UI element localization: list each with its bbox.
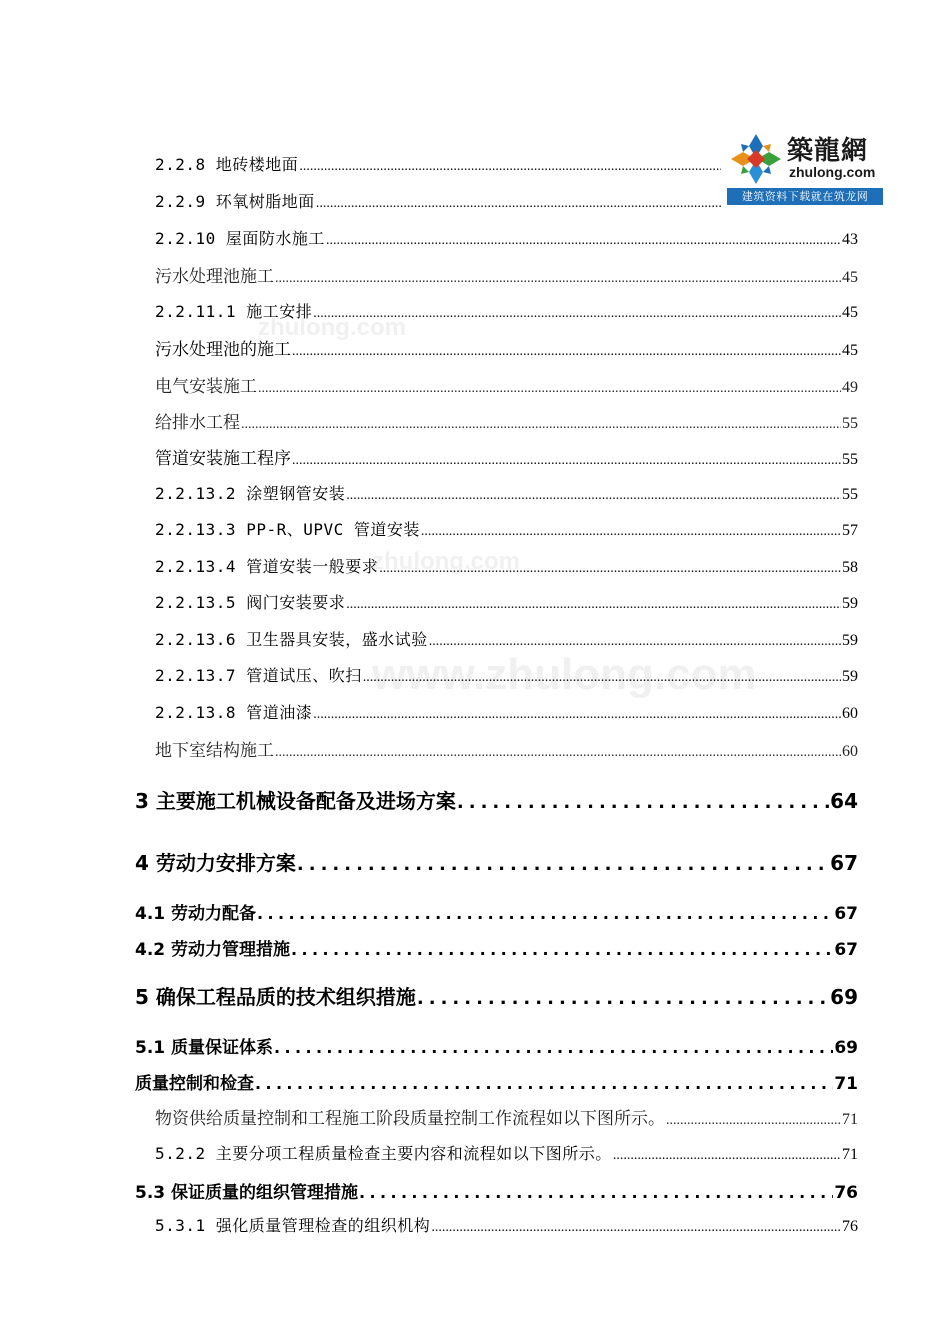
toc-entry-label: 给排水工程 [155,413,240,433]
toc-page-number: 57 [842,522,858,539]
toc-leader-dots [297,854,829,875]
toc-entry[interactable] [155,554,858,577]
toc-page-number: 45 [842,342,858,359]
toc-page-number: 59 [842,595,858,612]
toc-entry-label: 4.2 劳动力管理措施 [135,940,291,960]
toc-page-number: 59 [842,668,858,685]
toc-page-number: 59 [842,632,858,649]
toc-entry-label: 2.2.9 环氧树脂地面 [155,192,315,211]
toc-leader-dots [292,344,841,360]
toc-page-number: 71 [834,1074,858,1094]
toc-entry-label: 2.2.13.2 涂塑钢管安装 [155,484,346,503]
toc-page-number: 67 [830,851,858,875]
toc-page-number: 69 [834,1038,858,1058]
toc-leader-dots [417,988,829,1009]
toc-entry[interactable] [155,262,858,287]
toc-entry-label: 2.2.13.5 阀门安装要求 [155,593,346,612]
toc-leader-dots [275,745,841,761]
toc-page-number: 67 [834,904,858,924]
toc-entry-label: 5.1 质量保证体系 [135,1038,274,1058]
toc-entry-label: 2.2.11.1 施工安排 [155,302,313,321]
toc-leader-dots [313,306,841,322]
watermark-small: zhulong.com [258,314,406,341]
toc-page-number: 45 [842,304,858,321]
toc-entry[interactable] [155,152,722,175]
zhulong-emblem-icon [729,132,783,186]
toc-entry-label: 管道安装施工程序 [155,449,291,469]
watermark-mid: zhulong.com [372,548,520,575]
toc-entry-label: 4 劳动力安排方案 [135,851,296,875]
toc-entry-label: 电气安装施工 [155,377,257,397]
toc-leader-dots [326,233,841,249]
toc-page-number: 55 [842,415,858,432]
toc-leader-dots [255,1074,833,1093]
toc-leader-dots [313,707,841,723]
toc-entry-label: 2.2.13.4 管道安装一般要求 [155,557,379,576]
toc-page-number: 60 [842,743,858,760]
toc-entry-label: 4.1 劳动力配备 [135,904,257,924]
toc-page-number: 60 [842,705,858,722]
toc-entry[interactable] [155,408,858,433]
toc-leader-dots [316,196,721,212]
toc-chapter[interactable] [135,847,858,876]
toc-chapter[interactable] [135,981,858,1010]
toc-leader-dots [299,159,721,175]
toc-entry-label: 3 主要施工机械设备配备及进场方案 [135,789,456,813]
toc-entry-label: 污水处理池的施工 [155,340,291,360]
toc-leader-dots [257,904,833,923]
toc-leader-dots [346,488,841,504]
toc-leader-dots [457,792,829,813]
toc-leader-dots [421,524,841,540]
toc-entry[interactable] [155,1104,858,1129]
toc-leader-dots [241,417,841,433]
toc-entry-label: 5.3.1 强化质量管理检查的组织机构 [155,1216,431,1235]
toc-page-number: 76 [834,1183,858,1203]
toc-page-number: 55 [842,486,858,503]
toc-entry[interactable] [155,189,722,212]
toc-chapter[interactable] [135,785,858,814]
toc-entry-label: 5.3 保证质量的组织管理措施 [135,1183,359,1203]
toc-entry[interactable] [155,335,858,360]
toc-entry-label: 5 确保工程品质的技术组织措施 [135,985,416,1009]
toc-page-number: 76 [842,1218,858,1235]
toc-page-number: 45 [842,269,858,286]
toc-page-number: 43 [842,231,858,248]
toc-leader-dots [666,1113,841,1129]
logo-chinese-name: 築龍網 [787,136,869,166]
toc-section[interactable] [135,1069,858,1094]
zhulong-logo[interactable] [725,128,885,206]
toc-leader-dots [431,1220,841,1236]
toc-section[interactable] [135,1178,858,1203]
toc-page-number: 58 [842,559,858,576]
toc-page-number: 49 [842,379,858,396]
logo-domain: zhulong.com [789,164,876,180]
toc-entry-label: 2.2.13.6 卫生器具安装，盛水试验 [155,630,428,649]
toc-page-number: 64 [830,789,858,813]
toc-entry-label: 物资供给质量控制和工程施工阶段质量控制工作流程如以下图所示。 [155,1109,665,1129]
toc-entry[interactable] [155,299,858,322]
toc-section[interactable] [135,935,858,960]
toc-leader-dots [274,1038,833,1057]
toc-entry-label: 5.2.2 主要分项工程质量检查主要内容和流程如以下图所示。 [155,1144,612,1163]
toc-page-number: 55 [842,451,858,468]
toc-leader-dots [291,940,833,959]
toc-leader-dots [429,634,841,650]
logo-slogan: 建筑资料下载就在筑龙网 [727,188,883,205]
toc-leader-dots [292,453,841,469]
toc-leader-dots [613,1148,841,1164]
toc-entry[interactable] [155,481,858,504]
toc-entry-label: 2.2.13.8 管道油漆 [155,703,313,722]
toc-leader-dots [258,381,841,397]
toc-page-number: 71 [842,1111,858,1128]
toc-entry-label: 2.2.8 地砖楼地面 [155,155,299,174]
toc-entry-label: 2.2.10 屋面防水施工 [155,229,325,248]
toc-leader-dots [275,271,841,287]
toc-leader-dots [346,597,841,613]
toc-entry[interactable] [155,736,858,761]
toc-entry-label: 2.2.13.7 管道试压、吹扫 [155,666,362,685]
toc-page-number: 69 [830,985,858,1009]
toc-entry[interactable] [155,700,858,723]
toc-entry[interactable] [155,627,858,650]
toc-leader-dots [363,670,841,686]
toc-section[interactable] [135,1033,858,1058]
toc-entry-label: 2.2.13.3 PP-R、UPVC 管道安装 [155,520,420,539]
toc-section[interactable] [135,899,858,924]
watermark-large: www.zhulong.com [372,650,757,699]
toc-page-number: 71 [842,1146,858,1163]
toc-entry-label: 质量控制和检查 [135,1074,254,1094]
toc-entry-label: 地下室结构施工 [155,741,274,761]
toc-entry[interactable] [155,372,858,397]
toc-entry-label: 污水处理池施工 [155,267,274,287]
toc-leader-dots [379,561,841,577]
toc-entry[interactable] [155,1141,858,1164]
toc-entry[interactable] [155,517,858,540]
toc-entry[interactable] [155,590,858,613]
toc-leader-dots [359,1183,833,1202]
toc-entry[interactable] [155,663,858,686]
toc-entry[interactable] [155,226,858,249]
toc-entry[interactable] [155,444,858,469]
toc-entry[interactable] [155,1213,858,1236]
toc-page-number: 67 [834,940,858,960]
